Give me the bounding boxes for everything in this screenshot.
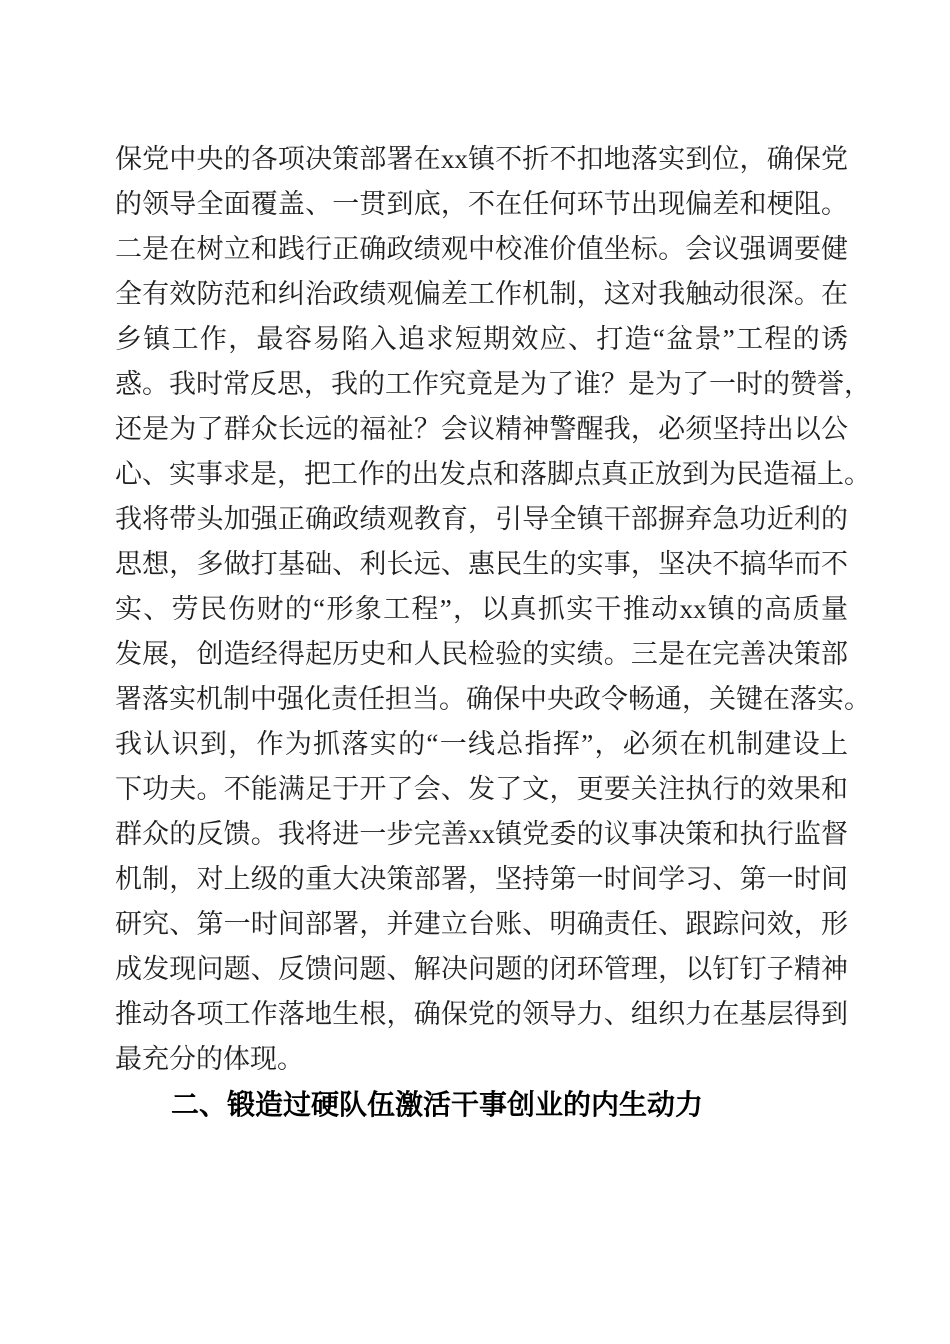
text-line: 最充分的体现。: [115, 1044, 304, 1074]
text-line: 实、劳民伤财的“形象工程”，以真抓实干推动xx镇的高质量: [115, 594, 848, 624]
text-line: 我认识到，作为抓落实的“一线总指挥”，必须在机制建设上: [115, 729, 848, 759]
text-line: 群众的反馈。我将进一步完善xx镇党委的议事决策和执行监督: [115, 819, 848, 849]
text-line: 的领导全面覆盖、一贯到底，不在任何环节出现偏差和梗阻。: [115, 189, 848, 219]
paragraph-continuation: [115, 137, 871, 1082]
text-line: 发展，创造经得起历史和人民检验的实绩。三是在完善决策部: [115, 639, 848, 669]
text-line: 机制，对上级的重大决策部署，坚持第一时间学习、第一时间: [115, 864, 848, 894]
text-line: 我将带头加强正确政绩观教育，引导全镇干部摒弃急功近利的: [115, 504, 848, 534]
text-line: 二是在树立和践行正确政绩观中校准价值坐标。会议强调要健: [115, 234, 848, 264]
text-line: 成发现问题、反馈问题、解决问题的闭环管理，以钉钉子精神: [115, 954, 848, 984]
text-line: 推动各项工作落地生根，确保党的领导力、组织力在基层得到: [115, 999, 848, 1029]
text-line: 保党中央的各项决策部署在xx镇不折不扣地落实到位，确保党: [115, 144, 848, 174]
text-line: 心、实事求是，把工作的出发点和落脚点真正放到为民造福上。: [115, 459, 871, 489]
text-line: 还是为了群众长远的福祉？会议精神警醒我，必须坚持出以公: [115, 414, 848, 444]
text-line: 全有效防范和纠治政绩观偏差工作机制，这对我触动很深。在: [115, 279, 848, 309]
section-heading: 二、锻造过硬队伍激活干事创业的内生动力: [171, 1089, 704, 1120]
text-line: 惑。我时常反思，我的工作究竟是为了谁？是为了一时的赞誉，: [115, 369, 871, 399]
text-line: 思想，多做打基础、利长远、惠民生的实事，坚决不搞华而不: [115, 549, 848, 579]
text-line: 乡镇工作，最容易陷入追求短期效应、打造“盆景”工程的诱: [115, 324, 848, 354]
text-line: 研究、第一时间部署，并建立台账、明确责任、跟踪问效，形: [115, 909, 848, 939]
text-line: 署落实机制中强化责任担当。确保中央政令畅通，关键在落实。: [115, 684, 871, 714]
text-line: 下功夫。不能满足于开了会、发了文，更要关注执行的效果和: [115, 774, 848, 804]
